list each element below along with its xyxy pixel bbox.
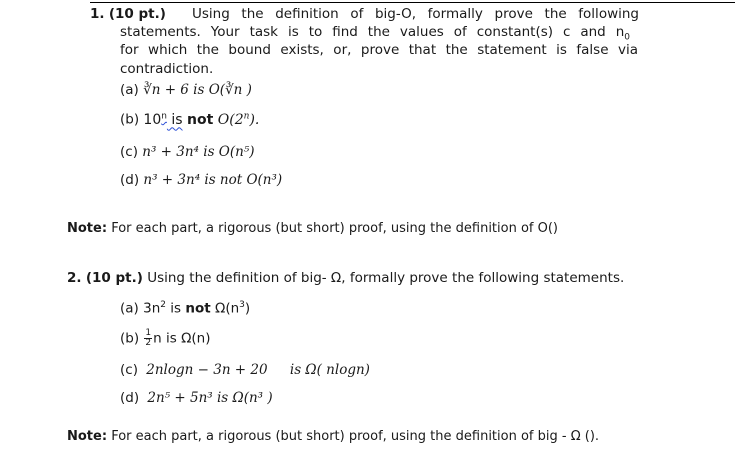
- q2-item-b: [120, 329, 210, 348]
- q1-item-b-base: 10: [143, 111, 162, 128]
- q1-item-d: [120, 172, 282, 188]
- q2-item-d-expr: 2n⁵ + 5n³ is Ω(n³ ): [147, 390, 273, 406]
- q1-line3: for which the bound exists, or, prove that the statement is false via: [120, 42, 638, 58]
- q2-note-text: For each part, a rigorous (but short) proof, using the definition of big - Ω ().: [111, 429, 600, 444]
- q2-intro: Using the definition of big- Ω, formally prove the following statements.: [147, 270, 625, 286]
- q1-item-c-label: (c): [120, 144, 138, 160]
- q2-item-b-fraction: [144, 329, 152, 348]
- q2-item-a-label: (a): [120, 300, 139, 317]
- q2-item-a-not: not: [185, 300, 211, 317]
- q2-item-a-base: 3n: [143, 300, 161, 317]
- q2-note: [67, 429, 599, 444]
- q2-item-a-is: is: [166, 300, 186, 317]
- q1-points: (10 pt.): [108, 6, 166, 22]
- q2-item-b-label: (b): [120, 330, 140, 347]
- q2-points: (10 pt.): [85, 270, 143, 286]
- q2-item-b-frac-num: 1: [145, 328, 152, 338]
- q1-item-b-end: ).: [249, 111, 260, 128]
- q1-line4: contradiction.: [120, 61, 214, 77]
- q1-item-d-expr: n³ + 3n⁴ is not O(n³): [143, 172, 283, 188]
- q2-note-label: Note:: [67, 429, 108, 444]
- q1-line1: Using the definition of big-O, formally prove the following: [192, 6, 639, 22]
- q1-item-b: [120, 111, 259, 128]
- q1-item-a-label: (a): [120, 82, 139, 98]
- q1-item-b-is: is: [166, 111, 183, 128]
- q2-item-c-expr2: is Ω( nlogn): [289, 362, 370, 378]
- q1-item-b-exp: n: [161, 111, 167, 121]
- q1-header: [90, 6, 166, 22]
- q1-note-label: Note:: [67, 221, 108, 236]
- q2-item-a-exp: 2: [160, 300, 166, 310]
- q2-header: [67, 270, 624, 286]
- q2-item-a-exp2: 3: [239, 300, 245, 310]
- q2-item-b-expr: n is Ω(n): [153, 330, 211, 347]
- q2-item-c-label: (c): [120, 362, 138, 378]
- q2-item-d-label: (d): [120, 390, 140, 406]
- q1-item-b-bigo: O(2: [217, 111, 244, 128]
- q1-line2-sub: 0: [624, 32, 630, 43]
- q1-item-b-exp2: n: [243, 111, 250, 121]
- q2-item-c: [120, 362, 370, 378]
- q1-item-c-expr: n³ + 3n⁴ is O(n⁵): [142, 144, 255, 160]
- top-border-line: [90, 2, 735, 3]
- q2-item-b-frac-den: 2: [145, 338, 152, 348]
- q1-item-b-not: not: [187, 111, 214, 128]
- q2-item-a-close: ): [244, 300, 251, 317]
- q1-item-c: [120, 144, 255, 160]
- q1-note-text: For each part, a rigorous (but short) proof, using the definition of O(): [111, 221, 558, 236]
- q2-item-c-expr: 2nlogn − 3n + 20: [146, 362, 268, 378]
- q2-item-a: [120, 300, 250, 317]
- q2-item-d: [120, 390, 273, 406]
- q2-number: 2.: [67, 270, 82, 286]
- q1-line2-text: statements. Your task is to find the values of constant(s) c and n: [120, 24, 625, 40]
- q1-item-a: [120, 82, 252, 98]
- q1-item-a-expr: ∛n + 6 is O(∛n ): [143, 82, 252, 98]
- q1-note: [67, 221, 558, 236]
- q1-item-d-label: (d): [120, 172, 140, 188]
- q1-number: 1.: [90, 6, 105, 22]
- q2-item-a-omega: Ω(n: [210, 300, 240, 317]
- q1-item-b-label: (b): [120, 111, 140, 128]
